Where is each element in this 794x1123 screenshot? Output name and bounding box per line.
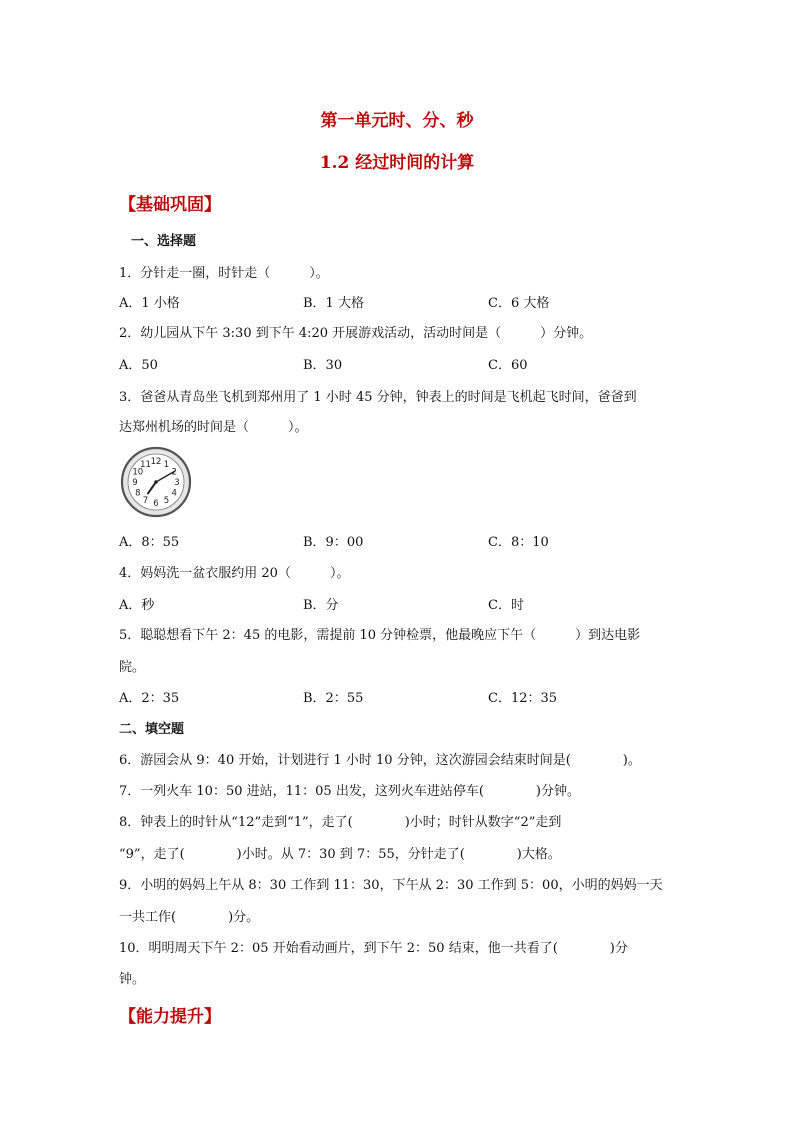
question-2: 2．幼儿园从下午 3:30 到下午 4:20 开展游戏活动，活动时间是（ ）分钟。 — [119, 326, 593, 341]
question-3-line-1: 3．爸爸从青岛坐飞机到郑州用了 1 小时 45 分钟，钟表上的时间是飞机起飞时间，爸爸到 — [119, 390, 637, 405]
clock-number: 12 — [150, 457, 162, 467]
q5-option-b: B．2：55 — [303, 691, 364, 706]
q2-option-c: C．60 — [488, 358, 528, 373]
question-9-line-1: 9．小明的妈妈上午从 8：30 工作到 11：30，下午从 2：30 工作到 5：00，小明的妈妈一天 — [119, 878, 663, 893]
question-5-line-2: 院。 — [119, 660, 146, 675]
q2-option-a: A．50 — [119, 358, 158, 373]
clock-number: 8 — [135, 488, 141, 499]
part-choice-heading: 一、选择题 — [131, 234, 197, 249]
lesson-title: 1.2 经过时间的计算 — [319, 153, 475, 173]
clock-number: 10 — [132, 467, 144, 478]
q1-option-c: C．6 大格 — [488, 296, 550, 311]
q4-option-b: B．分 — [303, 598, 339, 613]
clock-number: 5 — [163, 496, 170, 507]
question-9-line-2: 一共工作( )分。 — [119, 910, 260, 925]
clock-number: 3 — [174, 478, 180, 488]
question-10-line-2: 钟。 — [119, 972, 146, 987]
q3-option-a: A．8：55 — [119, 535, 180, 550]
section-advanced: 【能力提升】 — [119, 1007, 221, 1027]
question-7: 7．一列火车 10：50 进站，11：05 出发，这列火车进站停车( )分钟。 — [119, 784, 580, 799]
unit-title: 第一单元时、分、秒 — [320, 111, 474, 131]
q4-option-c: C．时 — [488, 598, 524, 613]
question-8-line-2: “9”，走了( )小时。从 7：30 到 7：55，分针走了( )大格。 — [119, 847, 561, 862]
q1-option-a: A．1 小格 — [119, 296, 180, 311]
clock-number: 6 — [153, 499, 159, 509]
clock-number: 11 — [140, 459, 151, 470]
question-8-line-1: 8．钟表上的时针从“12”走到“1”，走了( )小时；时针从数字“2”走到 — [119, 815, 562, 830]
question-6: 6．游园会从 9：40 开始，计划进行 1 小时 10 分钟，这次游园会结束时间是( )。 — [119, 753, 641, 768]
clock-number: 9 — [132, 478, 138, 488]
clock-center — [154, 480, 158, 484]
q1-option-b: B．1 大格 — [303, 296, 364, 311]
q2-option-b: B．30 — [303, 358, 343, 373]
question-4: 4．妈妈洗一盆衣服约用 20（ ）。 — [119, 566, 350, 581]
clock-number: 4 — [171, 488, 177, 499]
clock-number: 7 — [142, 496, 149, 507]
clock-number: 2 — [171, 467, 177, 478]
question-1: 1．分针走一圈，时针走（ ）。 — [119, 266, 329, 281]
clock-number: 1 — [163, 459, 170, 470]
clock-figure — [120, 446, 192, 518]
q3-option-b: B．9：00 — [303, 535, 364, 550]
question-3-line-2: 达郑州机场的时间是（ ）。 — [119, 420, 308, 435]
question-5-line-1: 5．聪聪想看下午 2：45 的电影，需提前 10 分钟检票，他最晚应下午（ ）到达电影 — [119, 628, 641, 643]
q3-option-c: C．8：10 — [488, 535, 549, 550]
q4-option-a: A．秒 — [119, 598, 155, 613]
part-fill-heading: 二、填空题 — [119, 722, 185, 737]
q5-option-a: A．2：35 — [119, 691, 180, 706]
q5-option-c: C．12：35 — [488, 691, 558, 706]
question-10-line-1: 10．明明周天下午 2：05 开始看动画片，到下午 2：50 结束，他一共看了( )分 — [119, 941, 628, 956]
section-basic: 【基础巩固】 — [119, 195, 221, 215]
